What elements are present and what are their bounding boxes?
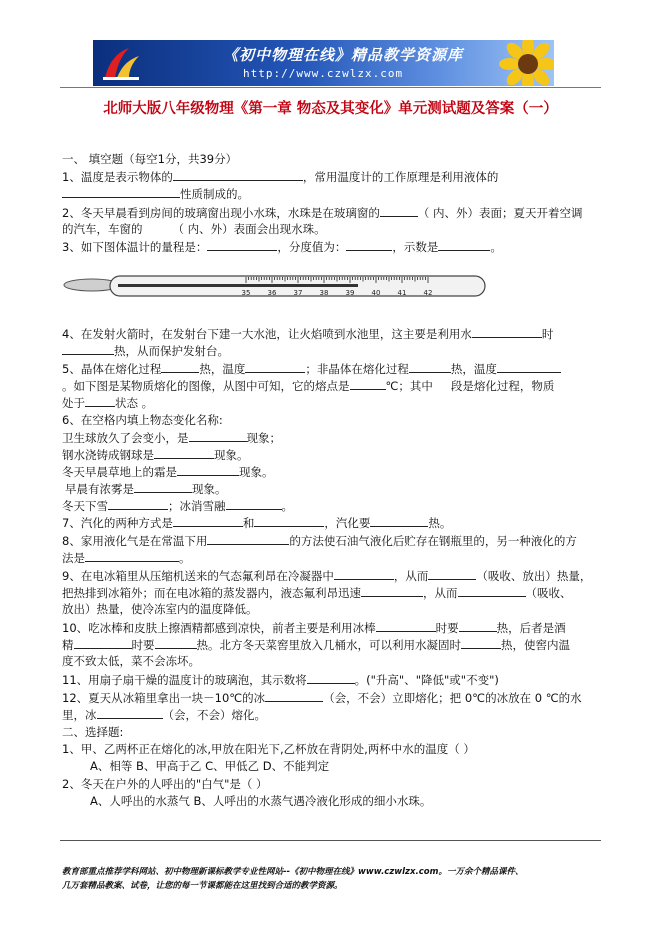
- q5-text-d: 热，温度: [450, 362, 497, 376]
- q3-text-a: 3、如下图体温计的量程是：: [62, 240, 208, 254]
- thermometer-label: 40: [371, 289, 381, 297]
- banner-title: 《初中物理在线》精品教学资源库: [222, 46, 463, 64]
- q9-blank-4[interactable]: [458, 585, 526, 597]
- question-5-line2: [62, 378, 554, 394]
- q6-blank-2[interactable]: [154, 447, 214, 459]
- q2-text-a: 2、冬天早晨看到房间的玻璃窗出现小水珠，水珠是在玻璃窗的: [62, 206, 380, 220]
- question-8-line2: [62, 550, 191, 566]
- q6-suffix-3: 现象。: [239, 465, 274, 479]
- q11-text-a: 11、用扇子扇干燥的温度计的玻璃泡，其示数将: [62, 673, 307, 687]
- question-10-line3: 度不致太低，菜不会冻坏。: [62, 654, 200, 668]
- q11-text-b: 。("升高"、"降低"或"不变"): [354, 673, 499, 687]
- question-10-line2: [62, 637, 570, 653]
- q10-text-f: 热。北方冬天菜窖里放入几桶水，可以利用水凝固时: [196, 638, 461, 652]
- q6-text-4: 早晨有浓雾是: [65, 482, 134, 496]
- section1-heading: 一、 填空题（每空1分，共39分）: [62, 152, 238, 166]
- q5-blank-7[interactable]: [85, 395, 115, 407]
- q5-text-a: 5、晶体在熔化过程: [62, 362, 162, 376]
- q9-text-d: 把热排到冰箱外；而在电冰箱的蒸发器内，液态氟利昂迅速: [62, 586, 361, 600]
- footer-line-1: 教育部重点推荐学科网站、初中物理新课标教学专业性网站--《初中物理在线》www.czwlzx.com。一万余个精品课件、: [62, 867, 524, 877]
- choice-question-2-options[interactable]: A、人呼出的水蒸气 B、人呼出的水蒸气遇冷液化形成的细小水珠。: [90, 794, 432, 808]
- question-9-line2: [62, 585, 572, 601]
- question-10-line1: [62, 620, 566, 636]
- q7-text-b: 和: [242, 516, 255, 530]
- q10-blank-1[interactable]: [376, 620, 436, 632]
- header-divider: [60, 87, 601, 88]
- q10-text-c: 热，后者是酒: [496, 621, 566, 635]
- question-6-item-5: [62, 498, 293, 514]
- q12-text-a: 12、夏天从冰箱里拿出一块－10℃的冰: [62, 691, 266, 705]
- q5-blank-1[interactable]: [161, 361, 199, 373]
- q10-text-d: 精: [62, 638, 74, 652]
- question-4-line2: [62, 343, 229, 359]
- q6-text-1: 卫生球放久了会变小，是: [62, 431, 189, 445]
- q8-blank-1[interactable]: [207, 533, 289, 545]
- question-2-line1: [62, 205, 582, 221]
- question-6-item-4: [65, 481, 227, 497]
- q8-blank-2[interactable]: [85, 550, 179, 562]
- q3-text-c: ，示数是: [392, 240, 439, 254]
- q1-text-a: 1、温度是表示物体的: [62, 170, 173, 184]
- q5-text-e: 。如下图是某物质熔化的图像，从图中可知，它的熔点是: [62, 379, 350, 393]
- q1-blank-2[interactable]: [62, 186, 180, 198]
- q8-text-b: 的方法使石油气液化后贮存在钢瓶里的，另一种液化的方: [289, 534, 577, 548]
- q5-blank-6[interactable]: [433, 378, 451, 390]
- q7-blank-2[interactable]: [254, 515, 324, 527]
- question-6-item-2: [62, 447, 249, 463]
- q3-blank-1[interactable]: [207, 239, 277, 251]
- q10-text-b: 时要: [435, 621, 459, 635]
- q7-text-c: ，汽化要: [324, 516, 371, 530]
- q9-text-b: ，从而: [393, 569, 429, 583]
- q12-text-c: 里，冰: [62, 708, 97, 722]
- question-12-line1: [62, 690, 582, 706]
- q9-blank-1[interactable]: [334, 568, 394, 580]
- q6-suffix-2: 现象。: [214, 448, 249, 462]
- q4-text-c: 热，从而保护发射台。: [114, 344, 229, 358]
- thermometer-label: 38: [319, 289, 329, 297]
- q6-text-2: 钢水浇铸成钢球是: [62, 448, 154, 462]
- q10-blank-5[interactable]: [461, 637, 501, 649]
- q4-blank-2[interactable]: [62, 343, 114, 355]
- thermometer-label: 35: [241, 289, 251, 297]
- q2-text-d: （ 内、外）表面会出现水珠。: [172, 222, 326, 236]
- thermometer-label: 42: [423, 289, 433, 297]
- q4-text-b: 时: [541, 327, 554, 341]
- header-banner: [93, 40, 554, 86]
- q7-blank-3[interactable]: [370, 515, 428, 527]
- footer-divider: [60, 840, 601, 841]
- q6-suffix-1: 现象；: [246, 431, 281, 445]
- question-7: [62, 515, 451, 531]
- question-9-line3: 放出）热量，使冷冻室内的温度降低。: [62, 602, 258, 616]
- q10-text-g: 热，使窖内温: [501, 638, 570, 652]
- q1-blank-1[interactable]: [173, 169, 303, 181]
- q5-blank-5[interactable]: [350, 378, 386, 390]
- q3-text-b: ，分度值为：: [277, 240, 347, 254]
- clinical-thermometer-figure: [60, 268, 500, 308]
- choice-question-1: 1、甲、乙两杯正在熔化的冰,甲放在阳光下,乙杯放在背阴处,两杯中水的温度（ ）: [62, 742, 475, 756]
- q9-blank-3[interactable]: [361, 585, 423, 597]
- q6-text-5c: 。: [281, 499, 293, 513]
- q7-blank-1[interactable]: [173, 515, 243, 527]
- q6-blank-5[interactable]: [108, 498, 168, 510]
- q6-blank-1[interactable]: [189, 430, 247, 442]
- q12-text-b: （会，不会）立即熔化；把 0℃的冰放在 0 ℃的水: [323, 691, 582, 705]
- q8-text-a: 8、家用液化气是在常温下用: [62, 534, 208, 548]
- q6-blank-6[interactable]: [226, 498, 282, 510]
- q4-blank-1[interactable]: [472, 326, 542, 338]
- q2-blank-2[interactable]: [143, 221, 173, 233]
- section2-heading: 二、选择题:: [62, 725, 124, 739]
- question-4-line1: [62, 326, 553, 342]
- q3-blank-2[interactable]: [346, 239, 392, 251]
- sunflower-icon: [498, 40, 554, 86]
- thermometer-label: 36: [267, 289, 277, 297]
- q1-text-b: ，常用温度计的工作原理是利用液体的: [302, 170, 499, 184]
- question-3: [62, 239, 502, 255]
- q5-text-h: 处于: [62, 396, 85, 410]
- q9-text-a: 9、在电冰箱里从压缩机送来的气态氟利昂在冷凝器中: [62, 569, 334, 583]
- q8-text-d: 。: [179, 551, 191, 565]
- q5-text-i: 状态 。: [115, 396, 154, 410]
- q4-text-a: 4、在发射火箭时，在发射台下建一大水池，让火焰喷到水池里，这主要是利用水: [62, 327, 472, 341]
- q5-blank-2[interactable]: [245, 361, 305, 373]
- q12-text-d: （会，不会）熔化。: [162, 708, 266, 722]
- q8-text-c: 法是: [62, 551, 85, 565]
- q6-text-5a: 冬天下雪: [62, 499, 108, 513]
- q3-text-d: 。: [490, 240, 502, 254]
- q12-blank-1[interactable]: [265, 690, 323, 702]
- question-5-line1: [62, 361, 561, 377]
- thermometer-label: 37: [293, 289, 303, 297]
- q6-text-5b: ；冰消雪融: [168, 499, 226, 513]
- q5-text-c: ；非晶体在熔化过程: [305, 362, 409, 376]
- question-6-item-3: [62, 464, 274, 480]
- question-9-line1: [62, 568, 591, 584]
- footer-line-2: 几万套精品教案、试卷，让您的每一节课都能在这里找到合适的教学资源。: [62, 881, 343, 891]
- question-8-line1: [62, 533, 577, 549]
- q7-text-a: 7、汽化的两种方式是: [62, 516, 173, 530]
- q12-blank-2[interactable]: [97, 707, 163, 719]
- q10-blank-2[interactable]: [459, 620, 497, 632]
- question-6-item-1: [62, 430, 281, 446]
- q6-blank-4[interactable]: [134, 481, 192, 493]
- question-1-line1: [62, 169, 498, 185]
- q5-text-f: ℃；其中: [385, 379, 433, 393]
- question-5-line3: [62, 395, 153, 411]
- question-6-heading: 6、在空格内填上物态变化名称:: [62, 413, 223, 427]
- q9-text-c: （吸收、放出）热量，: [476, 569, 592, 583]
- q6-blank-3[interactable]: [177, 464, 239, 476]
- q6-text-3: 冬天早晨草地上的霜是: [62, 465, 177, 479]
- q9-text-f: （吸收、: [525, 586, 572, 600]
- q5-text-g: 段是熔化过程，物质: [450, 379, 555, 393]
- document-title: 北师大版八年级物理《第一章 物态及其变化》单元测试题及答案（一）: [103, 101, 558, 117]
- q3-blank-3[interactable]: [438, 239, 490, 251]
- q5-blank-4[interactable]: [497, 361, 561, 373]
- q9-blank-2[interactable]: [428, 568, 476, 580]
- q2-blank-1[interactable]: [380, 205, 418, 217]
- site-logo-icon: [99, 44, 143, 82]
- q7-text-d: 热。: [428, 516, 452, 530]
- q9-text-e: ，从而: [423, 586, 458, 600]
- question-2-line2: [62, 221, 326, 237]
- q10-blank-3[interactable]: [74, 637, 132, 649]
- q11-blank-1[interactable]: [307, 672, 355, 684]
- q2-text-c: 的汽车，车窗的: [62, 222, 143, 236]
- q6-suffix-4: 现象。: [192, 482, 227, 496]
- q1-text-c: 性质制成的。: [180, 187, 249, 201]
- question-1-line2: [62, 186, 249, 202]
- q10-blank-4[interactable]: [155, 637, 197, 649]
- q5-blank-3[interactable]: [409, 361, 451, 373]
- choice-question-1-options[interactable]: A、相等 B、甲高于乙 C、甲低乙 D、不能判定: [90, 759, 330, 773]
- thermometer-label: 39: [345, 289, 355, 297]
- question-12-line2: [62, 707, 266, 723]
- question-11: [62, 672, 499, 688]
- choice-question-2: 2、冬天在户外的人呼出的"白气"是（ ）: [62, 777, 268, 791]
- thermometer-label: 41: [397, 289, 407, 297]
- q2-text-b: （ 内、外）表面；夏天开着空调: [417, 206, 583, 220]
- q5-text-b: 热，温度: [199, 362, 246, 376]
- q10-text-a: 10、吃冰棒和皮肤上擦酒精都感到凉快，前者主要是利用冰棒: [62, 621, 376, 635]
- banner-url[interactable]: http://www.czwlzx.com: [243, 67, 404, 80]
- q10-text-e: 时要: [131, 638, 155, 652]
